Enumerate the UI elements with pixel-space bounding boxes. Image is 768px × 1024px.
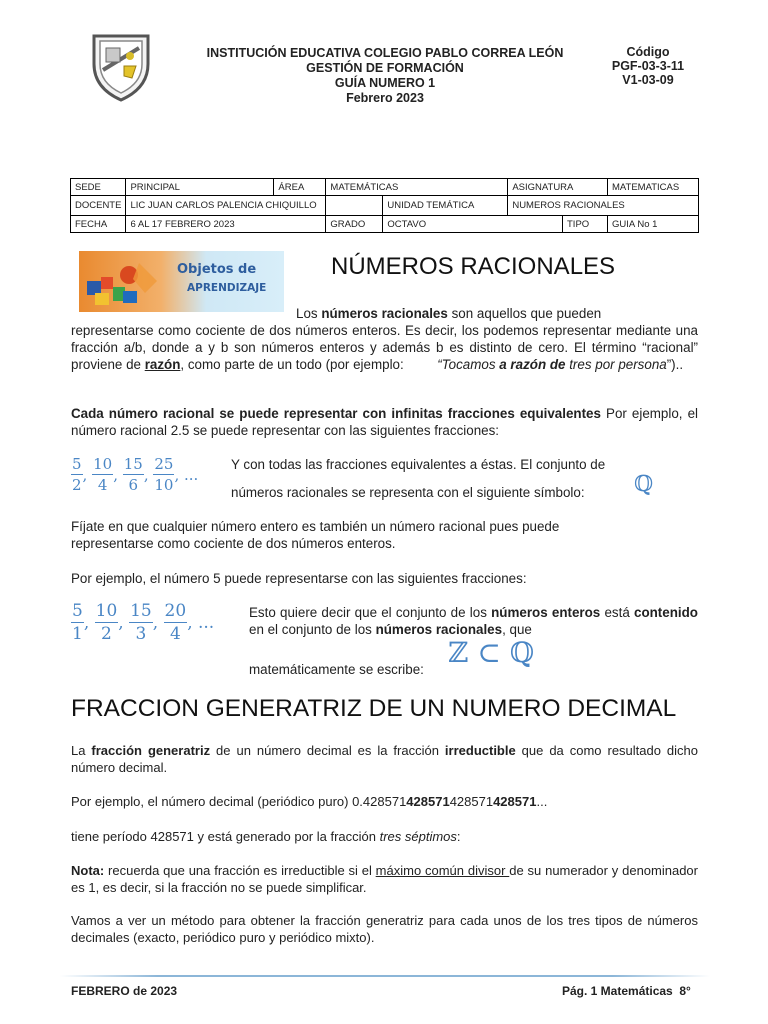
p1-text-d: representarse como cociente de dos números enteros. Es decir, los podemos representar mediante una fracción a/b, donde a y b son números enteros y además b es distinto de cero. El término “racional” proviene de bbox=[71, 323, 698, 372]
s2-p1-a: La bbox=[71, 743, 92, 758]
school-crest-logo bbox=[86, 30, 156, 102]
fraction: $\frac{10}{2}$ bbox=[95, 601, 118, 644]
fractions-row-1: $\frac{5}{2}$ , $\frac{10}{4}$ , $\frac{15}{6}$ , $\frac{25}{10}$ , ... bbox=[72, 455, 199, 494]
p1-text-f: , como parte de un todo (por ejemplo: bbox=[180, 357, 408, 372]
p6-bold-racionales: números racionales bbox=[375, 622, 503, 637]
s2-p1-bold-generatriz: fracción generatriz bbox=[91, 743, 211, 758]
s2-p3-c: : bbox=[456, 829, 461, 844]
p4-text: Fíjate en que cualquier número entero es también un número racional pues puede representarse como cociente de dos números enteros. bbox=[71, 519, 560, 551]
p2-text: Por ejemplo, el número racional 2.5 se puede representar con las siguientes fracciones: bbox=[71, 406, 698, 438]
guide-number: GUÍA NUMERO 1 bbox=[334, 76, 436, 90]
fractions-row-2: $\frac{5}{1}$ , $\frac{10}{2}$ , $\frac{15}{3}$ , $\frac{20}{4}$ , ... bbox=[72, 601, 215, 644]
docente-label: DOCENTE bbox=[71, 196, 126, 216]
s2-note-label: Nota: bbox=[71, 863, 105, 878]
code-value: PGF-03-3-11 bbox=[611, 59, 685, 73]
fecha-value: 6 AL 17 FEBRERO 2023 bbox=[126, 216, 326, 233]
p6-bold-enteros: números enteros bbox=[491, 605, 601, 620]
footer-right: Pág. 1 Matemáticas 8° bbox=[562, 984, 691, 998]
learning-objects-banner bbox=[79, 251, 284, 312]
fraction: $\frac{5}{2}$ bbox=[72, 455, 82, 494]
p1-quote-open: “Tocamos bbox=[437, 357, 500, 372]
p1-bold-racionales: números racionales bbox=[321, 306, 448, 321]
p1-text-a: Los bbox=[296, 306, 322, 321]
s2-p1-e: que da como resultado dicho número decimal. bbox=[71, 743, 698, 775]
grado-value: OCTAVO bbox=[383, 216, 563, 233]
banner-line2: APRENDIZAJE bbox=[187, 282, 267, 294]
p1-text-i: tres por persona bbox=[565, 357, 667, 372]
p5-text: Por ejemplo, el número 5 puede representarse con las siguientes fracciones: bbox=[71, 571, 527, 586]
s2-p1-c: de un número decimal es la fracción bbox=[210, 743, 445, 758]
s2-p2-e: ... bbox=[536, 794, 548, 809]
section-title-generatriz: FRACCION GENERATRIZ DE UN NUMERO DECIMAL bbox=[71, 695, 677, 722]
s2-p2-bold-1: 428571 bbox=[406, 794, 450, 809]
sede-label: SEDE bbox=[71, 179, 126, 196]
s2-p2-a: Por ejemplo, el número decimal (periódico puro) 0.428571 bbox=[71, 794, 407, 809]
banner-line1: Objetos de bbox=[177, 262, 257, 277]
s2-p4-mcd: máximo común divisor bbox=[375, 863, 510, 878]
version-value: V1-03-09 bbox=[622, 73, 674, 87]
footer-left: FEBRERO de 2023 bbox=[71, 984, 178, 998]
asignatura-value: MATEMATICAS bbox=[608, 179, 699, 196]
area-value: MATEMÁTICAS bbox=[326, 179, 508, 196]
p3-text-b: números racionales se representa con el siguiente símbolo: bbox=[231, 485, 585, 500]
unidad-label: UNIDAD TEMÁTICA bbox=[383, 196, 508, 216]
p1-text-c: son aquellos que pueden bbox=[447, 306, 602, 321]
fraction: $\frac{20}{4}$ bbox=[164, 601, 187, 644]
s2-p3-italic: tres séptimos bbox=[379, 829, 457, 844]
subset-formula: ℤ ⊂ ℚ bbox=[448, 636, 535, 669]
p6-text-g: , que bbox=[502, 622, 532, 637]
p2-bold-text: Cada número racional se puede representar con infinitas fracciones equivalentes bbox=[71, 406, 601, 421]
ellipsis: ... bbox=[184, 466, 199, 484]
grado-label: GRADO bbox=[326, 216, 383, 233]
s2-p4-d: de su numerador y denominador es 1, es decir, si la fracción no se puede simplificar. bbox=[71, 863, 698, 895]
code-label: Código bbox=[626, 45, 670, 59]
fraction: $\frac{15}{3}$ bbox=[130, 601, 152, 644]
info-table bbox=[70, 178, 699, 233]
p6-text-e: en el conjunto de los bbox=[249, 622, 376, 637]
p1-bold-a-razon-de: a razón de bbox=[499, 357, 566, 372]
asignatura-label: ASIGNATURA bbox=[508, 179, 608, 196]
fraction: $\frac{10}{4}$ bbox=[93, 455, 113, 494]
fraction: $\frac{25}{10}$ bbox=[154, 455, 174, 494]
s2-p4-b: recuerda que una fracción es irreductible si el bbox=[104, 863, 376, 878]
tipo-label: TIPO bbox=[563, 216, 608, 233]
s2-p3-a: tiene período 428571 y está generado por la fracción bbox=[71, 829, 380, 844]
fecha-label: FECHA bbox=[71, 216, 126, 233]
s2-p2-c: 428571 bbox=[449, 794, 494, 809]
s2-p1-bold-irreductible: irreductible bbox=[444, 743, 516, 758]
p1-bold-razon: razón bbox=[144, 357, 181, 372]
p3-text-a: Y con todas las fracciones equivalentes a éstas. El conjunto de bbox=[231, 457, 606, 472]
institution-name: INSTITUCIÓN EDUCATIVA COLEGIO PABLO CORREA LEÓN bbox=[206, 46, 564, 60]
tipo-value: GUIA No 1 bbox=[608, 216, 699, 233]
p6-text-c: está bbox=[600, 605, 634, 620]
empty-cell bbox=[326, 196, 383, 216]
docente-value: LIC JUAN CARLOS PALENCIA CHIQUILLO bbox=[126, 196, 326, 216]
fraction: $\frac{15}{6}$ bbox=[123, 455, 143, 494]
p6-text-a: Esto quiere decir que el conjunto de los bbox=[249, 605, 492, 620]
p6-text-h: matemáticamente se escribe: bbox=[249, 662, 424, 677]
sede-value: PRINCIPAL bbox=[126, 179, 274, 196]
p1-quote-close: ”).. bbox=[666, 357, 684, 372]
rational-set-symbol: ℚ bbox=[634, 472, 654, 497]
fraction: $\frac{5}{1}$ bbox=[72, 601, 83, 644]
management-label: GESTIÓN DE FORMACIÓN bbox=[306, 61, 464, 75]
unidad-value: NUMEROS RACIONALES bbox=[508, 196, 699, 216]
area-label: ÁREA bbox=[274, 179, 326, 196]
header-date: Febrero 2023 bbox=[346, 91, 424, 105]
p6-bold-contenido: contenido bbox=[634, 605, 698, 620]
footer-divider bbox=[60, 975, 710, 977]
s2-p5-text: Vamos a ver un método para obtener la fracción generatriz para cada unos de los tres tipos de números decimales (exacto, periódico puro y periódico mixto). bbox=[71, 913, 698, 945]
section-title-racionales: NÚMEROS RACIONALES bbox=[331, 253, 616, 280]
ellipsis: ... bbox=[198, 613, 215, 633]
s2-p2-bold-2: 428571 bbox=[493, 794, 537, 809]
